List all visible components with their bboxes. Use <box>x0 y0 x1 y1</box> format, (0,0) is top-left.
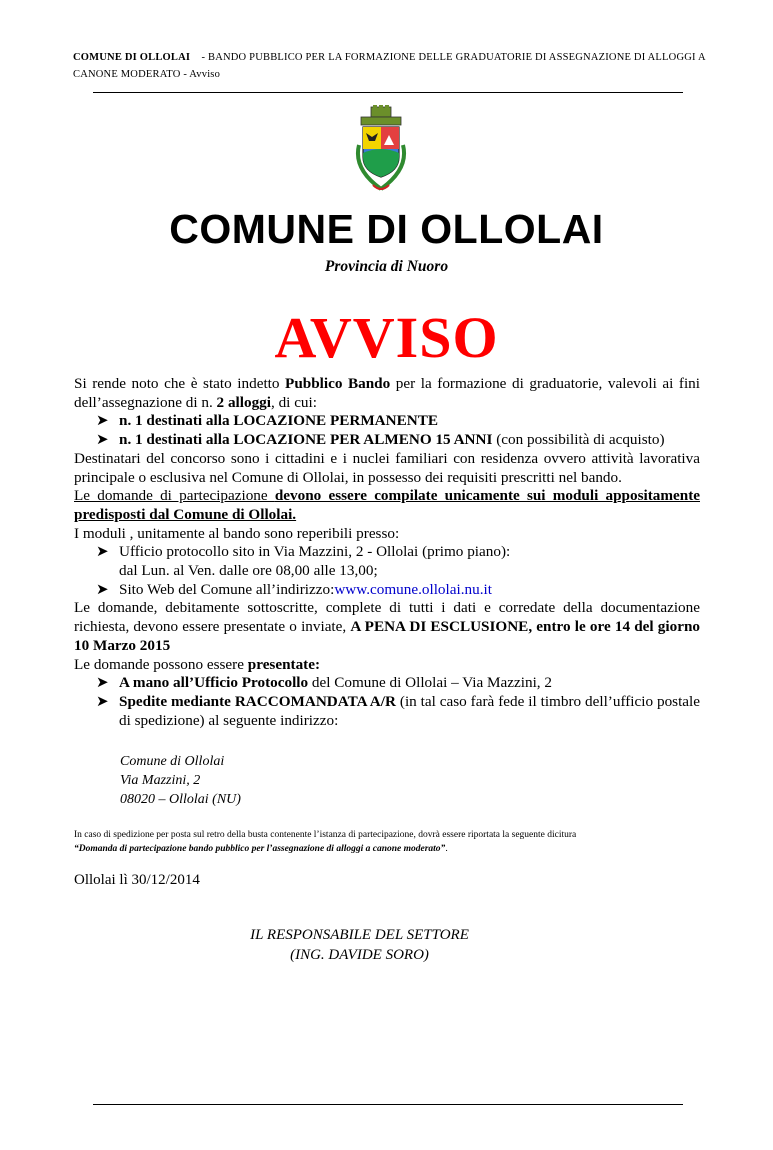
postal-delivery-text: (in tal caso farà fede il timbro dell’ufficio postale di spedizione) al seguente indirizzo: <box>119 692 700 729</box>
header-divider <box>93 92 683 93</box>
signature-name: (ING. DAVIDE SORO) <box>290 947 429 963</box>
forms-notice <box>74 487 700 524</box>
list-item <box>74 674 700 693</box>
date-line: Ollolai lì 30/12/2014 <box>74 872 200 888</box>
arrow-bullet-icon: ➤ <box>96 692 109 710</box>
intro-text-2: per la formazione di graduatorie, valevoli ai fini dell’assegnazione di n. <box>74 375 700 411</box>
arrow-bullet-icon: ➤ <box>96 431 109 449</box>
lot-note: (con possibilità di acquisto) <box>492 431 665 449</box>
submit-intro <box>74 656 700 675</box>
deadline-text: Le domande, debitamente sottoscritte, complete di tutti i dati e corredate della documentazione richiesta, devono essere presentate o inviate, <box>74 599 700 636</box>
intro-count: 2 alloggi <box>216 393 271 411</box>
arrow-bullet-icon: ➤ <box>96 580 109 598</box>
header-org: COMUNE DI OLLOLAI <box>73 52 191 63</box>
province-subtitle: Provincia di Nuoro <box>324 258 449 275</box>
website-link[interactable]: www.comune.ollolai.nu.it <box>334 580 492 598</box>
signature-block <box>0 925 773 965</box>
header-description: - BANDO PUBBLICO PER LA FORMAZIONE DELLE GRADUATORIE DI ASSEGNAZIONE DI ALLOGGI A <box>201 52 706 63</box>
modules-intro: I moduli , unitamente al bando sono reperibili presso: <box>74 524 400 542</box>
list-item <box>74 693 700 730</box>
submit-intro-bold: presentate: <box>247 655 321 673</box>
submit-intro-text: Le domande possono essere <box>74 655 248 673</box>
address-line: Comune di Ollolai <box>120 754 225 769</box>
address-line: Via Mazzini, 2 <box>120 773 201 788</box>
hand-delivery-text: del Comune di Ollolai – Via Mazzini, 2 <box>308 674 552 692</box>
notice-body <box>74 375 700 730</box>
lot-label: n. 1 destinati alla LOCAZIONE PER ALMENO 15 ANNI <box>119 431 493 449</box>
forms-notice-bold: devono essere compilate unicamente sui moduli appositamente predisposti dal Comune di Ollolai. <box>74 487 700 523</box>
forms-notice-text: Le domande di partecipazione <box>74 487 275 505</box>
page-header <box>73 49 708 83</box>
list-item <box>74 581 700 600</box>
deadline-paragraph <box>74 599 700 655</box>
website-label: Sito Web del Comune all’indirizzo: <box>119 580 335 598</box>
signature-role: IL RESPONSABILE DEL SETTORE <box>250 927 469 943</box>
municipality-title: COMUNE DI OLLOLAI <box>169 206 604 252</box>
list-item <box>74 412 700 431</box>
postal-delivery-label: Spedite mediante RACCOMANDATA A/R <box>119 692 396 710</box>
arrow-bullet-icon: ➤ <box>96 543 109 561</box>
intro-text-3: , di cui: <box>270 393 317 411</box>
address-line: 08020 – Ollolai (NU) <box>120 792 241 807</box>
intro-text: Si rende noto che è stato indetto <box>74 375 286 392</box>
hand-delivery-label: A mano all’Ufficio Protocollo <box>119 674 309 692</box>
arrow-bullet-icon: ➤ <box>96 412 109 430</box>
envelope-footnote <box>74 828 714 856</box>
list-item <box>74 431 700 450</box>
arrow-bullet-icon: ➤ <box>96 674 109 692</box>
intro-bold: Pubblico Bando <box>285 375 391 392</box>
footnote-period: . <box>445 844 448 854</box>
mailing-address <box>120 752 241 809</box>
intro-paragraph <box>74 375 700 412</box>
notice-heading: AVVISO <box>274 305 499 370</box>
list-item <box>74 543 700 562</box>
footer-divider <box>93 1104 683 1105</box>
footnote-quote: “Domanda di partecipazione bando pubblico per l’assegnazione di alloggi a canone moderato” <box>74 844 446 854</box>
deadline-bold: A PENA DI ESCLUSIONE, entro le ore 14 del giorno 10 Marzo 2015 <box>74 618 700 654</box>
footnote-text: In caso di spedizione per posta sul retro della busta contenente l’istanza di partecipazione, dovrà essere riportata la seguente dicitura <box>74 830 577 840</box>
lot-label: n. 1 destinati alla LOCAZIONE PERMANENTE <box>119 412 438 430</box>
coat-of-arms-icon <box>349 105 413 195</box>
recipients-paragraph: Destinatari del concorso sono i cittadini e i nuclei familiari con residenza ovvero attività lavorativa principale o esclusiva nel Comune di Ollolai, in possesso dei requisiti prescritti nel bando. <box>74 449 700 486</box>
header-description-cont: CANONE MODERATO - Avviso <box>73 69 221 80</box>
office-location: Ufficio protocollo sito in Via Mazzini, 2 - Ollolai (primo piano): <box>119 543 511 561</box>
office-hours: dal Lun. al Ven. dalle ore 08,00 alle 13,00; <box>119 562 378 580</box>
